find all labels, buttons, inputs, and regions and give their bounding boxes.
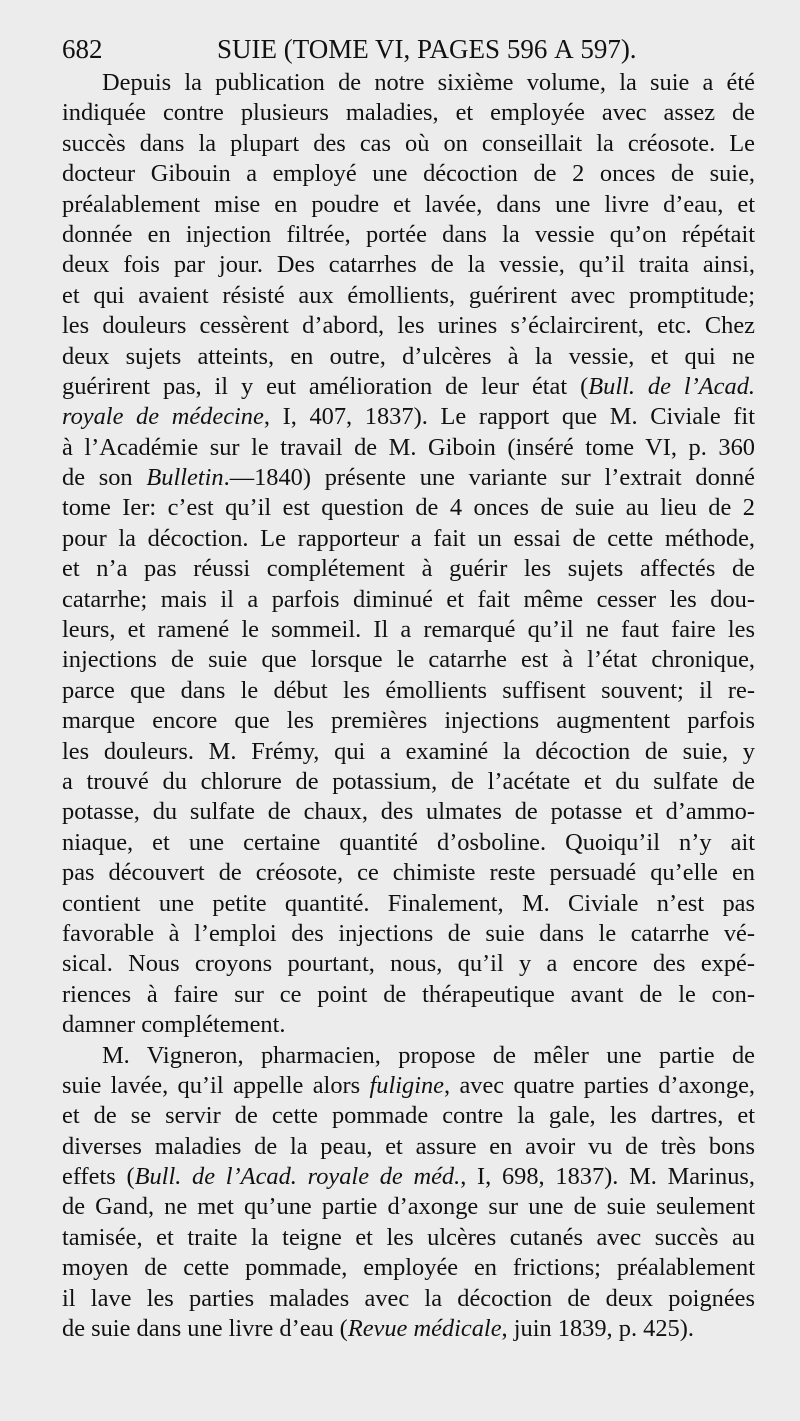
text-line	[62, 797, 755, 827]
text-line	[62, 737, 755, 767]
text-line	[62, 1253, 755, 1283]
text-line	[62, 554, 755, 584]
text-segment: catarrhe; mais il a parfois diminué et fait même cesser les dou-	[62, 585, 755, 613]
text-segment: niaque, et une certaine quantité d’osboline. Quoiqu’il n’y ait	[62, 828, 755, 856]
text-line	[62, 281, 755, 311]
italic-text: fuligine	[369, 1071, 445, 1099]
text-segment: potasse, du sulfate de chaux, des ulmates de potasse et d’ammo-	[62, 798, 755, 826]
text-line	[62, 1010, 755, 1040]
text-segment: a trouvé du chlorure de potassium, de l’acétate et du sulfate de	[62, 767, 755, 795]
text-segment: suie lavée, qu’il appelle alors	[62, 1071, 370, 1099]
text-segment: guérirent pas, il y eut amélioration de leur état (	[62, 372, 589, 400]
text-line	[62, 645, 755, 675]
text-segment: donnée en injection filtrée, portée dans la vessie qu’on répétait	[62, 220, 755, 248]
page-header	[62, 34, 637, 66]
text-segment: à l’Académie sur le travail de M. Giboin (inséré tome VI, p. 360	[62, 433, 755, 461]
text-line	[62, 342, 755, 372]
running-head-title: SUIE	[217, 34, 277, 64]
text-segment: diverses maladies de la peau, et assure en avoir vu de très bons	[62, 1132, 755, 1160]
text-line	[62, 1101, 755, 1131]
text-line	[62, 311, 755, 341]
text-segment: leurs, et ramené le sommeil. Il a remarqué qu’il ne faut faire les	[62, 616, 755, 644]
text-line	[62, 433, 755, 463]
text-segment: indiquée contre plusieurs maladies, et employée avec assez de	[62, 99, 755, 127]
text-segment: de Gand, ne met qu’une partie d’axonge sur une de suie seulement	[62, 1193, 755, 1221]
page-number: 682	[62, 34, 103, 64]
text-segment: Depuis la publication de notre sixième volume, la suie a été	[102, 69, 755, 96]
running-head: SUIE (TOME VI, PAGES 596 A 597).	[217, 34, 637, 64]
text-segment: .—1840) présente une variante sur l’extrait donné	[223, 464, 756, 492]
text-segment: de son	[62, 464, 147, 492]
text-segment: les douleurs cessèrent d’abord, les urines s’éclaircirent, etc. Chez	[62, 312, 755, 340]
text-segment: contient une petite quantité. Finalement, M. Civiale n’est pas	[62, 889, 755, 917]
text-line	[62, 129, 755, 159]
text-line	[62, 220, 755, 250]
text-segment: marque encore que les premières injections augmentent parfois	[62, 707, 755, 735]
text-line	[62, 98, 755, 128]
italic-text: Bull. de l’Acad. royale de méd.	[134, 1163, 461, 1191]
text-segment: tome Ier: c’est qu’il est question de 4 onces de suie au lieu de 2	[62, 494, 755, 522]
text-line	[62, 676, 755, 706]
text-segment: , avec quatre parties d’axonge,	[444, 1071, 755, 1099]
text-line	[62, 889, 755, 919]
text-line	[62, 615, 755, 645]
text-line	[62, 828, 755, 858]
paragraph	[62, 68, 755, 1041]
text-line	[62, 1071, 755, 1101]
text-segment: tamisée, et traite la teigne et les ulcères cutanés avec succès au	[62, 1223, 755, 1251]
text-line	[62, 372, 755, 402]
text-segment: pour la décoction. Le rapporteur a fait un essai de cette méthode,	[62, 524, 755, 552]
text-segment: , juin 1839, p. 425).	[501, 1315, 694, 1343]
text-segment: il lave les parties malades avec la décoction de deux poignées	[62, 1284, 755, 1312]
text-line	[62, 1314, 755, 1344]
paragraph	[62, 1041, 755, 1345]
text-segment: de suie dans une livre d’eau (	[62, 1315, 348, 1343]
text-line	[62, 250, 755, 280]
italic-text: Revue médicale	[347, 1315, 502, 1343]
italic-text: Bulletin	[146, 464, 224, 492]
text-line	[62, 1223, 755, 1253]
text-segment: riences à faire sur ce point de thérapeutique avant de le con-	[62, 980, 755, 1008]
text-segment: favorable à l’emploi des injections de suie dans le catarrhe vé-	[62, 919, 755, 947]
text-segment: deux sujets atteints, en outre, d’ulcères à la vessie, et qui ne	[62, 342, 755, 370]
text-line	[62, 767, 755, 797]
text-line	[62, 159, 755, 189]
text-segment: effets (	[62, 1163, 135, 1191]
page-body	[62, 68, 755, 1344]
text-line	[62, 1132, 755, 1162]
text-line	[62, 1192, 755, 1222]
text-line	[62, 585, 755, 615]
text-segment: , I, 407, 1837). Le rapport que M. Civiale fit	[263, 403, 755, 431]
text-segment: succès dans la plupart des cas où on conseillait la créosote. Le	[62, 129, 755, 157]
text-line	[62, 1162, 755, 1192]
running-head-tome: TOME VI, PAGES	[292, 34, 501, 64]
text-segment: sical. Nous croyons pourtant, nous, qu’il y a encore des expé-	[62, 950, 755, 978]
text-segment: docteur Gibouin a employé une décoction de 2 onces de suie,	[62, 160, 755, 188]
text-line	[62, 949, 755, 979]
text-line	[62, 463, 755, 493]
text-segment: les douleurs. M. Frémy, qui a examiné la décoction de suie, y	[62, 737, 755, 765]
text-segment: , I, 698, 1837). M. Marinus,	[460, 1163, 755, 1191]
italic-text: Bull. de l’Acad.	[588, 372, 756, 400]
text-line	[62, 493, 755, 523]
text-segment: parce que dans le début les émollients suffisent souvent; il re-	[62, 676, 755, 704]
text-line	[62, 1284, 755, 1314]
text-segment: pas découvert de créosote, ce chimiste reste persuadé qu’elle en	[62, 859, 755, 887]
text-segment: et n’a pas réussi complétement à guérir les sujets affectés de	[62, 555, 755, 583]
text-segment: et qui avaient résisté aux émollients, guérirent avec promptitude;	[62, 281, 755, 309]
text-line	[62, 1041, 755, 1071]
text-line	[62, 524, 755, 554]
text-segment: injections de suie que lorsque le catarrhe est à l’état chronique,	[62, 646, 755, 674]
text-segment: préalablement mise en poudre et lavée, dans une livre d’eau, et	[62, 190, 755, 218]
text-segment: et de se servir de cette pommade contre la gale, les dartres, et	[62, 1102, 755, 1130]
text-line	[62, 190, 755, 220]
text-segment: deux fois par jour. Des catarrhes de la vessie, qu’il traita ainsi,	[62, 251, 755, 279]
text-line	[62, 68, 755, 98]
text-segment: damner complétement.	[62, 1011, 286, 1039]
text-line	[62, 980, 755, 1010]
text-segment: M. Vigneron, pharmacien, propose de mêler une partie de	[102, 1041, 755, 1069]
italic-text: royale de médecine	[62, 403, 264, 431]
text-segment: moyen de cette pommade, employée en frictions; préalablement	[62, 1254, 755, 1282]
text-line	[62, 919, 755, 949]
text-line	[62, 402, 755, 432]
text-line	[62, 706, 755, 736]
text-line	[62, 858, 755, 888]
